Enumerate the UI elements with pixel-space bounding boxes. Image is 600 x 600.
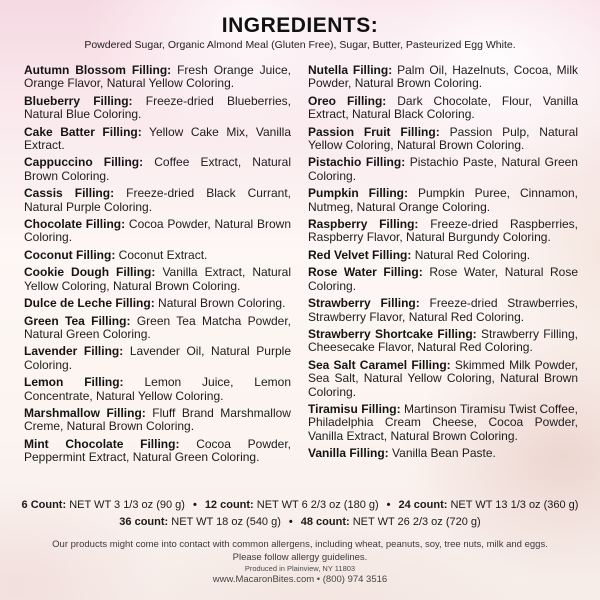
filling-entry xyxy=(308,249,578,262)
count-label: 12 count: xyxy=(204,499,254,511)
filling-name: Chocolate Filling: xyxy=(24,217,126,232)
filling-entry xyxy=(24,95,291,122)
filling-ingredients: Coconut Extract. xyxy=(118,247,208,262)
filling-entry xyxy=(308,447,578,460)
count-value: NET WT 6 2/3 oz (180 g) xyxy=(256,499,379,511)
filling-ingredients: Rose Water, Natural Rose Coloring. xyxy=(308,265,578,293)
filling-entry xyxy=(24,218,291,245)
fillings-column-right xyxy=(308,64,578,465)
filling-name: Blueberry Filling: xyxy=(24,93,133,108)
bullet-separator: • xyxy=(192,499,197,511)
filling-entry xyxy=(308,266,578,293)
allergen-notice xyxy=(0,538,600,564)
filling-entry xyxy=(308,156,578,183)
filling-name: Cake Batter Filling: xyxy=(24,124,142,139)
filling-ingredients: Skimmed Milk Powder, Sea Salt, Natural Yellow Coloring, Natural Brown Coloring. xyxy=(308,357,579,399)
filling-entry xyxy=(24,407,291,434)
filling-ingredients: Natural Red Coloring. xyxy=(414,247,531,262)
filling-entry xyxy=(24,438,291,465)
count-label: 6 Count: xyxy=(21,499,67,511)
filling-entry xyxy=(308,95,578,122)
filling-entry xyxy=(24,345,291,372)
filling-name: Green Tea Filling: xyxy=(24,313,131,328)
filling-ingredients: Green Tea Matcha Powder, Natural Green Coloring. xyxy=(24,313,292,341)
filling-ingredients: Dark Chocolate, Flour, Vanilla Extract, Natural Black Coloring. xyxy=(308,93,578,122)
filling-entry xyxy=(308,297,578,324)
filling-name: Lavender Filling: xyxy=(24,344,124,359)
filling-entry xyxy=(24,249,291,262)
base-ingredients-line: Powdered Sugar, Organic Almond Meal (Gluten Free), Sugar, Butter, Pasteurized Egg White. xyxy=(84,39,516,51)
count-value: NET WT 3 1/3 oz (90 g) xyxy=(69,499,185,511)
filling-name: Nutella Filling: xyxy=(308,63,393,77)
filling-ingredients: Coffee Extract, Natural Brown Coloring. xyxy=(24,155,291,183)
filling-ingredients: Vanilla Bean Paste. xyxy=(392,446,496,461)
count-label: 36 count: xyxy=(119,516,169,528)
fillings-column-left xyxy=(24,64,291,469)
filling-entry xyxy=(24,297,291,310)
filling-name: Vanilla Filling: xyxy=(308,446,389,461)
filling-name: Dulce de Leche Filling: xyxy=(24,296,155,311)
filling-ingredients: Lavender Oil, Natural Purple Coloring. xyxy=(24,344,291,372)
filling-name: Mint Chocolate Filling: xyxy=(24,436,180,451)
bullet-separator: • xyxy=(386,499,391,511)
filling-name: Raspberry Filling: xyxy=(308,217,419,232)
count-value: NET WT 13 1/3 oz (360 g) xyxy=(450,499,579,511)
filling-ingredients: Freeze-dried Strawberries, Strawberry Flavor, Natural Red Coloring. xyxy=(308,296,578,324)
count-label: 24 count: xyxy=(398,499,448,511)
filling-entry xyxy=(308,328,578,355)
filling-ingredients: Freeze-dried Black Currant, Natural Purple Coloring. xyxy=(24,186,291,214)
filling-ingredients: Palm Oil, Hazelnuts, Cocoa, Milk Powder, Natural Brown Coloring. xyxy=(308,63,578,91)
filling-name: Sea Salt Caramel Filling: xyxy=(308,357,451,372)
filling-entry xyxy=(308,218,578,245)
filling-ingredients: Pumpkin Puree, Cinnamon, Nutmeg, Natural Orange Coloring. xyxy=(308,186,578,214)
filling-ingredients: Yellow Cake Mix, Vanilla Extract. xyxy=(24,124,291,153)
filling-ingredients: Vanilla Extract, Natural Yellow Coloring, Natural Brown Coloring. xyxy=(24,265,291,293)
filling-name: Marshmallow Filling: xyxy=(24,405,146,420)
filling-ingredients: Fluff Brand Marshmallow Creme, Natural Brown Coloring. xyxy=(24,405,291,434)
filling-ingredients: Lemon Juice, Lemon Concentrate, Natural Yellow Coloring. xyxy=(24,375,291,403)
filling-ingredients: Fresh Orange Juice, Orange Flavor, Natural Yellow Coloring. xyxy=(24,63,291,91)
filling-name: Passion Fruit Filling: xyxy=(308,124,440,139)
filling-ingredients: Martinson Tiramisu Twist Coffee, Philadelphia Cream Cheese, Cocoa Powder, Vanilla Extract, Natural Brown Coloring. xyxy=(308,401,578,443)
filling-name: Strawberry Shortcake Filling: xyxy=(308,326,477,341)
filling-entry xyxy=(308,403,578,443)
filling-name: Oreo Filling: xyxy=(308,93,387,108)
filling-name: Tiramisu Filling: xyxy=(308,401,401,416)
filling-name: Coconut Filling: xyxy=(24,247,116,262)
net-weight-line-2 xyxy=(0,514,600,531)
filling-name: Cappuccino Filling: xyxy=(24,155,144,170)
allergen-line-2: Please follow allergy guidelines. xyxy=(232,552,368,563)
contact-line: www.MacaronBites.com • (800) 974 3516 xyxy=(212,574,388,585)
filling-entry xyxy=(308,64,578,91)
filling-name: Pistachio Filling: xyxy=(308,155,406,170)
filling-ingredients: Natural Brown Coloring. xyxy=(158,296,286,311)
filling-ingredients: Cocoa Powder, Natural Brown Coloring. xyxy=(24,217,291,245)
filling-entry xyxy=(24,266,291,293)
count-value: NET WT 18 oz (540 g) xyxy=(171,516,281,528)
filling-entry xyxy=(308,187,578,214)
allergen-line-1: Our products might come into contact with common allergens, including wheat, peanuts, soy, tree nuts, milk and eggs. xyxy=(52,539,548,550)
filling-name: Strawberry Filling: xyxy=(308,296,420,311)
filling-ingredients: Freeze-dried Raspberries, Raspberry Flavor, Natural Burgundy Coloring. xyxy=(308,217,578,245)
ingredients-title: INGREDIENTS: xyxy=(221,14,379,37)
filling-entry xyxy=(24,64,291,91)
net-weight-section xyxy=(0,497,600,531)
filling-entry xyxy=(24,126,291,153)
filling-entry xyxy=(24,376,291,403)
filling-entry xyxy=(24,187,291,214)
filling-name: Cookie Dough Filling: xyxy=(24,265,156,280)
filling-ingredients: Strawberry Filling, Cheesecake Flavor, Natural Red Coloring. xyxy=(308,326,578,355)
produced-in-line: Produced in Plainview, NY 11803 xyxy=(244,564,356,573)
filling-entry xyxy=(24,315,291,342)
filling-name: Lemon Filling: xyxy=(24,375,124,390)
filling-name: Pumpkin Filling: xyxy=(308,186,408,201)
filling-entry xyxy=(24,156,291,183)
net-weight-line-1 xyxy=(0,497,600,514)
filling-name: Rose Water Filling: xyxy=(308,265,423,280)
filling-ingredients: Passion Pulp, Natural Yellow Coloring, Natural Brown Coloring. xyxy=(308,124,578,153)
footer xyxy=(0,564,600,586)
filling-entry xyxy=(308,126,578,153)
bullet-separator: • xyxy=(288,516,293,528)
filling-name: Cassis Filling: xyxy=(24,186,115,201)
filling-name: Autumn Blossom Filling: xyxy=(24,63,172,77)
filling-ingredients: Freeze-dried Blueberries, Natural Blue Coloring. xyxy=(24,93,291,122)
filling-ingredients: Pistachio Paste, Natural Green Coloring. xyxy=(308,155,578,183)
filling-name: Red Velvet Filling: xyxy=(308,247,412,262)
count-value: NET WT 26 2/3 oz (720 g) xyxy=(352,516,481,528)
filling-entry xyxy=(308,359,578,399)
count-label: 48 count: xyxy=(300,516,350,528)
filling-ingredients: Cocoa Powder, Peppermint Extract, Natural Green Coloring. xyxy=(24,436,292,465)
